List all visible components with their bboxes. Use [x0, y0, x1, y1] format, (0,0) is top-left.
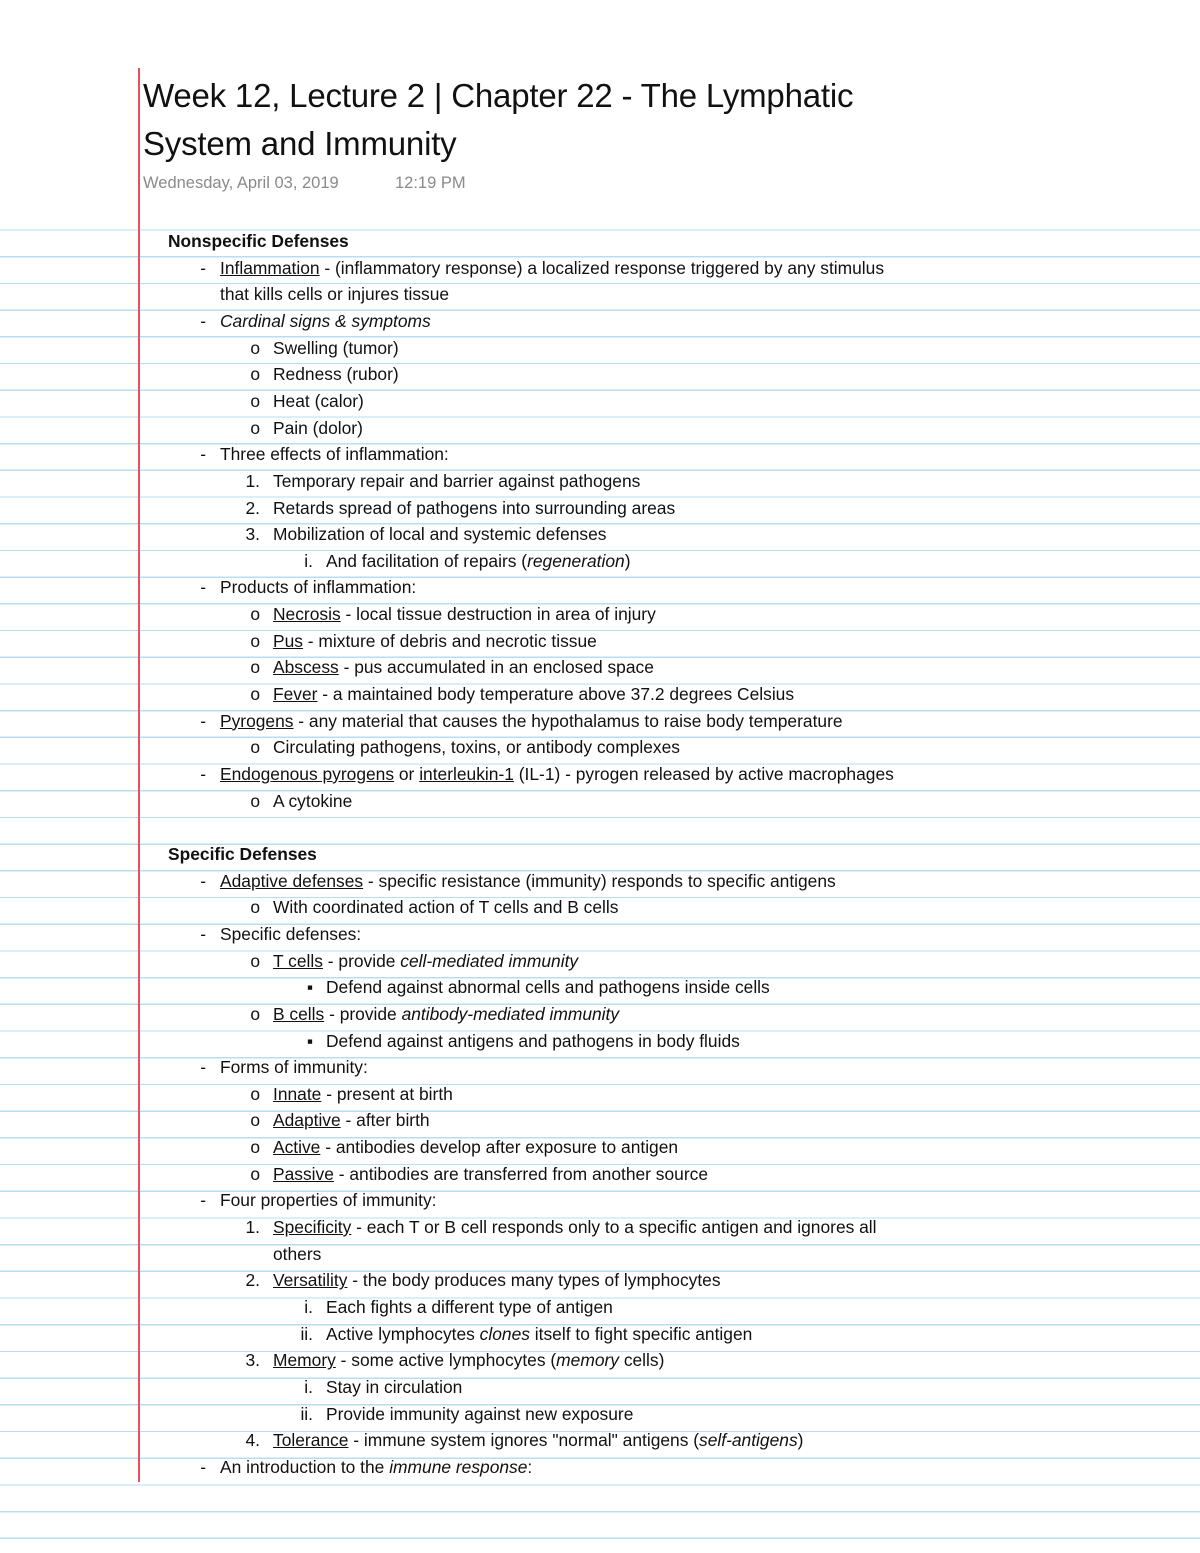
- term: Memory: [273, 1350, 336, 1371]
- list-marker: ii.: [300, 1323, 313, 1344]
- note-line: [0, 602, 1200, 626]
- term: B cells: [273, 1003, 325, 1024]
- note-text: [168, 229, 349, 253]
- note-text: [273, 1135, 678, 1159]
- note-line: [0, 1082, 1200, 1106]
- text-run: Four properties of immunity:: [220, 1190, 437, 1211]
- note-text: [273, 496, 675, 520]
- text-run: :: [527, 1456, 533, 1477]
- text-run: or: [394, 764, 420, 784]
- text-run: Swelling (tumor): [273, 337, 399, 358]
- list-marker: 1.: [245, 470, 260, 491]
- list-marker: o: [250, 1083, 260, 1104]
- text-run: Stay in circulation: [326, 1376, 463, 1397]
- text-run: itself to fight specific antigen: [529, 1323, 753, 1344]
- text-run: Temporary repair and barrier against pathogens: [273, 470, 641, 491]
- text-run: Specific defenses:: [220, 923, 362, 944]
- note-line: [0, 922, 1200, 946]
- note-line: [0, 1375, 1200, 1399]
- list-marker: o: [250, 1110, 260, 1131]
- text-run: Mobilization of local and systemic defenses: [273, 524, 607, 545]
- term: Necrosis: [273, 604, 341, 625]
- note-line: [0, 1162, 1200, 1186]
- note-text: [273, 735, 680, 759]
- emphasis: cell-mediated immunity: [400, 950, 579, 971]
- text-run: - mixture of debris and necrotic tissue: [302, 630, 597, 651]
- note-line: [0, 735, 1200, 759]
- note-line: [0, 655, 1200, 679]
- emphasis: Cardinal signs & symptoms: [220, 310, 431, 331]
- note-text: [326, 549, 631, 573]
- list-marker: -: [200, 444, 206, 465]
- note-line: [0, 1402, 1200, 1426]
- list-marker: o: [250, 657, 260, 678]
- note-text: [273, 655, 654, 679]
- note-text: [273, 469, 640, 493]
- page-title-line-2: System and Immunity: [143, 125, 457, 162]
- list-marker: -: [200, 257, 206, 278]
- text-run: - some active lymphocytes (: [335, 1350, 557, 1371]
- note-line: [0, 575, 1200, 599]
- text-run: Three effects of inflammation:: [220, 444, 449, 465]
- note-text: [273, 629, 597, 653]
- list-marker: 3.: [245, 524, 260, 545]
- list-marker: o: [250, 417, 260, 438]
- note-text: [273, 522, 607, 546]
- text-run: Heat (calor): [273, 390, 364, 411]
- note-line: [0, 869, 1200, 893]
- note-text: [220, 442, 449, 466]
- list-marker: 3.: [245, 1350, 260, 1371]
- list-marker: i.: [304, 1376, 313, 1397]
- note-text: [273, 336, 399, 360]
- term: T cells: [273, 950, 323, 971]
- list-marker: -: [200, 870, 206, 891]
- note-text: [273, 602, 656, 626]
- text-run: Defend against antigens and pathogens in body fluids: [326, 1030, 740, 1051]
- text-run: Defend against abnormal cells and pathogens inside cells: [326, 977, 770, 998]
- list-marker: 2.: [245, 1270, 260, 1291]
- note-line: [0, 336, 1200, 360]
- note-text: [326, 1322, 752, 1346]
- text-run: - present at birth: [321, 1083, 453, 1104]
- text-run: - provide: [324, 1003, 402, 1024]
- term: Pyrogens: [220, 710, 294, 731]
- text-run: Circulating pathogens, toxins, or antibody complexes: [273, 737, 680, 758]
- list-marker: -: [200, 764, 206, 784]
- note-line: [0, 949, 1200, 973]
- note-text: [168, 842, 317, 866]
- term: Adaptive defenses: [220, 870, 364, 891]
- list-marker: 2.: [245, 497, 260, 518]
- list-marker: o: [250, 604, 260, 625]
- note-line: [0, 1188, 1200, 1212]
- list-marker: o: [250, 737, 260, 758]
- note-text: [326, 975, 770, 999]
- note-text: [326, 1029, 740, 1053]
- note-text: [273, 1215, 877, 1239]
- text-run: that kills cells or injures tissue: [220, 284, 450, 305]
- note-line: [0, 1108, 1200, 1132]
- note-line: [0, 1002, 1200, 1026]
- note-text: [220, 1055, 368, 1079]
- section-heading: [0, 842, 1200, 866]
- term: Passive: [273, 1163, 334, 1184]
- note-text: [220, 309, 431, 333]
- text-run: Active lymphocytes: [326, 1323, 480, 1344]
- note-text: [273, 362, 399, 386]
- note-line: [0, 1322, 1200, 1346]
- term: Inflammation: [220, 257, 320, 278]
- note-line: [0, 629, 1200, 653]
- text-run: (IL-1) - pyrogen released by active macrophages: [513, 764, 894, 784]
- section-heading: [0, 815, 1200, 839]
- list-marker: o: [250, 1137, 260, 1158]
- term: Pus: [273, 630, 303, 651]
- note-text: [326, 1295, 613, 1319]
- page-time: 12:19 PM: [395, 174, 466, 192]
- note-text: [220, 869, 836, 893]
- list-marker: o: [250, 390, 260, 411]
- text-run: ): [624, 550, 631, 571]
- list-marker: o: [250, 364, 260, 385]
- emphasis: immune response: [389, 1456, 528, 1477]
- note-line: [0, 362, 1200, 386]
- text-run: - immune system ignores "normal" antigens (: [348, 1430, 700, 1451]
- note-text: [326, 1402, 633, 1426]
- note-line: [0, 1135, 1200, 1159]
- emphasis: antibody-mediated immunity: [401, 1003, 620, 1024]
- note-text: [273, 895, 618, 919]
- note-text: [220, 282, 449, 306]
- term: Active: [273, 1137, 321, 1158]
- text-run: Specific Defenses: [168, 843, 317, 864]
- text-run: Forms of immunity:: [220, 1057, 368, 1078]
- list-marker: o: [250, 790, 260, 811]
- text-run: - provide: [322, 950, 401, 971]
- text-run: - (inflammatory response) a localized response triggered by any stimulus: [319, 257, 885, 278]
- note-line: [0, 1215, 1200, 1239]
- text-run: - each T or B cell responds only to a specific antigen and ignores all: [351, 1217, 877, 1238]
- list-marker: o: [250, 897, 260, 918]
- text-run: - pus accumulated in an enclosed space: [338, 657, 654, 678]
- note-line: [0, 1029, 1200, 1053]
- term: Tolerance: [273, 1430, 349, 1451]
- note-line: [0, 1268, 1200, 1292]
- note-text: [273, 1268, 721, 1292]
- text-run: - local tissue destruction in area of injury: [340, 604, 656, 625]
- note-line: [0, 1348, 1200, 1372]
- text-run: Nonspecific Defenses: [168, 231, 349, 251]
- text-run: - antibodies develop after exposure to antigen: [320, 1137, 679, 1158]
- term: Specificity: [273, 1217, 352, 1238]
- emphasis: memory: [556, 1350, 619, 1371]
- text-run: Provide immunity against new exposure: [326, 1403, 634, 1424]
- note-text: [273, 1242, 321, 1266]
- note-text: [273, 1162, 708, 1186]
- note-line: [0, 282, 1200, 306]
- list-marker: 4.: [245, 1430, 260, 1451]
- list-marker: -: [200, 577, 206, 598]
- term: interleukin-1: [419, 764, 514, 784]
- note-text: [220, 709, 843, 733]
- note-text: [273, 1108, 430, 1132]
- emphasis: regeneration: [527, 550, 625, 571]
- note-text: [273, 1002, 619, 1026]
- page-datetime: [143, 174, 466, 193]
- note-text: [273, 949, 578, 973]
- text-run: - specific resistance (immunity) responds to specific antigens: [363, 870, 836, 891]
- list-marker: -: [200, 1190, 206, 1211]
- note-text: [220, 1455, 532, 1479]
- note-text: [273, 1348, 664, 1372]
- page-date: Wednesday, April 03, 2019: [143, 174, 339, 192]
- note-line: [0, 1455, 1200, 1479]
- note-text: [273, 789, 352, 813]
- text-run: Pain (dolor): [273, 417, 363, 438]
- list-marker: o: [250, 950, 260, 971]
- note-text: [326, 1375, 462, 1399]
- note-text: [220, 575, 416, 599]
- note-text: [220, 1188, 437, 1212]
- text-run: - a maintained body temperature above 37.2 degrees Celsius: [317, 684, 795, 705]
- text-run: With coordinated action of T cells and B cells: [273, 897, 619, 918]
- list-marker: ii.: [300, 1403, 313, 1424]
- note-line: [0, 549, 1200, 573]
- term: Abscess: [273, 657, 339, 678]
- note-line: [0, 496, 1200, 520]
- note-line: [0, 895, 1200, 919]
- note-line: [0, 1242, 1200, 1266]
- text-run: cells): [618, 1350, 665, 1371]
- list-marker: ▪: [306, 1030, 313, 1051]
- note-line: [0, 469, 1200, 493]
- text-run: And facilitation of repairs (: [326, 550, 528, 571]
- page-title-line-1: Week 12, Lecture 2 | Chapter 22 - The Lymphatic: [143, 77, 854, 114]
- note-text: [220, 762, 894, 786]
- text-run: - the body produces many types of lymphocytes: [347, 1270, 721, 1291]
- emphasis: self-antigens: [699, 1430, 798, 1451]
- note-text: [273, 389, 364, 413]
- list-marker: -: [200, 710, 206, 731]
- list-marker: o: [250, 630, 260, 651]
- note-text: [273, 1428, 803, 1452]
- note-text: [273, 416, 363, 440]
- list-marker: o: [250, 1003, 260, 1024]
- note-line: [0, 309, 1200, 333]
- note-text: [273, 1082, 453, 1106]
- emphasis: clones: [479, 1323, 530, 1344]
- list-marker: i.: [304, 1297, 313, 1317]
- term: Adaptive: [273, 1110, 341, 1131]
- list-marker: o: [250, 684, 260, 705]
- list-marker: -: [200, 1057, 206, 1078]
- note-text: [220, 922, 361, 946]
- text-run: Each fights a different type of antigen: [326, 1297, 613, 1317]
- note-text: [273, 682, 794, 706]
- note-line: [0, 389, 1200, 413]
- text-run: Redness (rubor): [273, 364, 399, 385]
- text-run: Retards spread of pathogens into surrounding areas: [273, 497, 676, 518]
- note-line: [0, 256, 1200, 280]
- note-line: [0, 789, 1200, 813]
- note-line: [0, 416, 1200, 440]
- note-line: [0, 975, 1200, 999]
- list-marker: o: [250, 1163, 260, 1184]
- note-line: [0, 442, 1200, 466]
- text-run: - antibodies are transferred from another source: [333, 1163, 708, 1184]
- note-line: [0, 522, 1200, 546]
- list-marker: o: [250, 337, 260, 358]
- note-text: [220, 256, 884, 280]
- term: Endogenous pyrogens: [220, 764, 395, 784]
- term: Innate: [273, 1083, 322, 1104]
- note-line: [0, 682, 1200, 706]
- term: Fever: [273, 684, 318, 705]
- list-marker: ▪: [306, 977, 313, 998]
- text-run: ): [797, 1430, 804, 1451]
- text-run: - any material that causes the hypothalamus to raise body temperature: [293, 710, 843, 731]
- note-line: [0, 1295, 1200, 1319]
- text-run: An introduction to the: [220, 1456, 390, 1477]
- text-run: Products of inflammation:: [220, 577, 417, 598]
- text-run: - after birth: [340, 1110, 430, 1131]
- list-marker: 1.: [245, 1217, 260, 1238]
- list-marker: -: [200, 1456, 206, 1477]
- note-line: [0, 1055, 1200, 1079]
- text-run: others: [273, 1243, 322, 1264]
- note-line: [0, 1428, 1200, 1452]
- section-heading: [0, 229, 1200, 253]
- note-line: [0, 762, 1200, 786]
- list-marker: -: [200, 310, 206, 331]
- term: Versatility: [273, 1270, 348, 1291]
- list-marker: i.: [304, 550, 313, 571]
- text-run: A cytokine: [273, 790, 353, 811]
- note-line: [0, 709, 1200, 733]
- list-marker: -: [200, 923, 206, 944]
